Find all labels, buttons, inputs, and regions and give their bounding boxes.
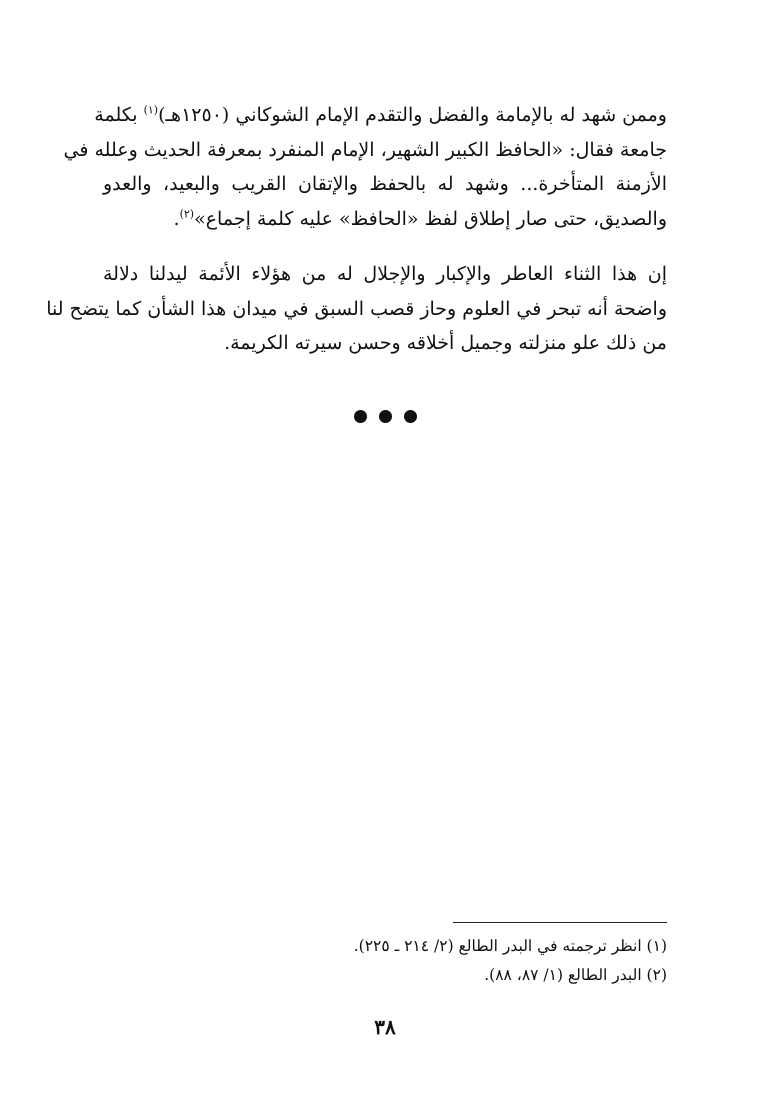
paragraph-1-line-1-tail: بكلمة [94,104,144,126]
separator-dot-icon [354,410,367,423]
paragraph-2-line-2: واضحة أنه تبحر في العلوم وحاز قصب السبق في ميدان هذا الشأن كما يتضح لنا [46,297,667,320]
separator-dot-icon [404,410,417,423]
paragraph-1-line-4-tail: . [173,207,180,230]
footnote-ref-2[interactable]: (٢) [179,207,195,221]
paragraph-1-line-4 [103,202,667,237]
page-number: ٣٨ [374,1015,396,1039]
paragraph-1-line-4-text: والصديق، حتى صار إطلاق لفظ «الحافظ» عليه كلمة إجماع» [194,207,667,230]
footnote-ref-1[interactable]: (١) [143,103,159,117]
paragraph-1 [63,98,667,236]
paragraph-2-line-1: إن هذا الثناء العاطر والإكبار والإجلال له من هؤلاء الأئمة ليدلنا دلالة [103,263,667,285]
footnote-1: (١) انظر ترجمته في البدر الطالع (٢/ ٢١٤ ـ ٢٢٥). [353,937,667,955]
paragraph-1-line-3: الأزمنة المتأخرة... وشهد له بالحفظ والإتقان القريب والبعيد، والعدو [103,173,667,195]
paragraph-2-line-3: من ذلك علو منزلته وجميل أخلاقه وحسن سيرته الكريمة. [224,332,667,354]
paragraph-1-line-2: جامعة فقال: «الحافظ الكبير الشهير، الإمام المنفرد بمعرفة الحديث وعلله في [63,138,667,161]
footnote-2: (٢) البدر الطالع (١/ ٨٧، ٨٨). [484,966,667,984]
footnote-divider [453,922,667,923]
section-separator [0,410,770,423]
paragraph-2 [46,257,667,361]
paragraph-1-line-1 [94,98,667,133]
separator-dot-icon [379,410,392,423]
paragraph-1-line-1-text: وممن شهد له بالإمامة والفضل والتقدم الإمام الشوكاني (١٢٥٠هـ) [158,104,667,126]
footnotes [103,932,667,990]
